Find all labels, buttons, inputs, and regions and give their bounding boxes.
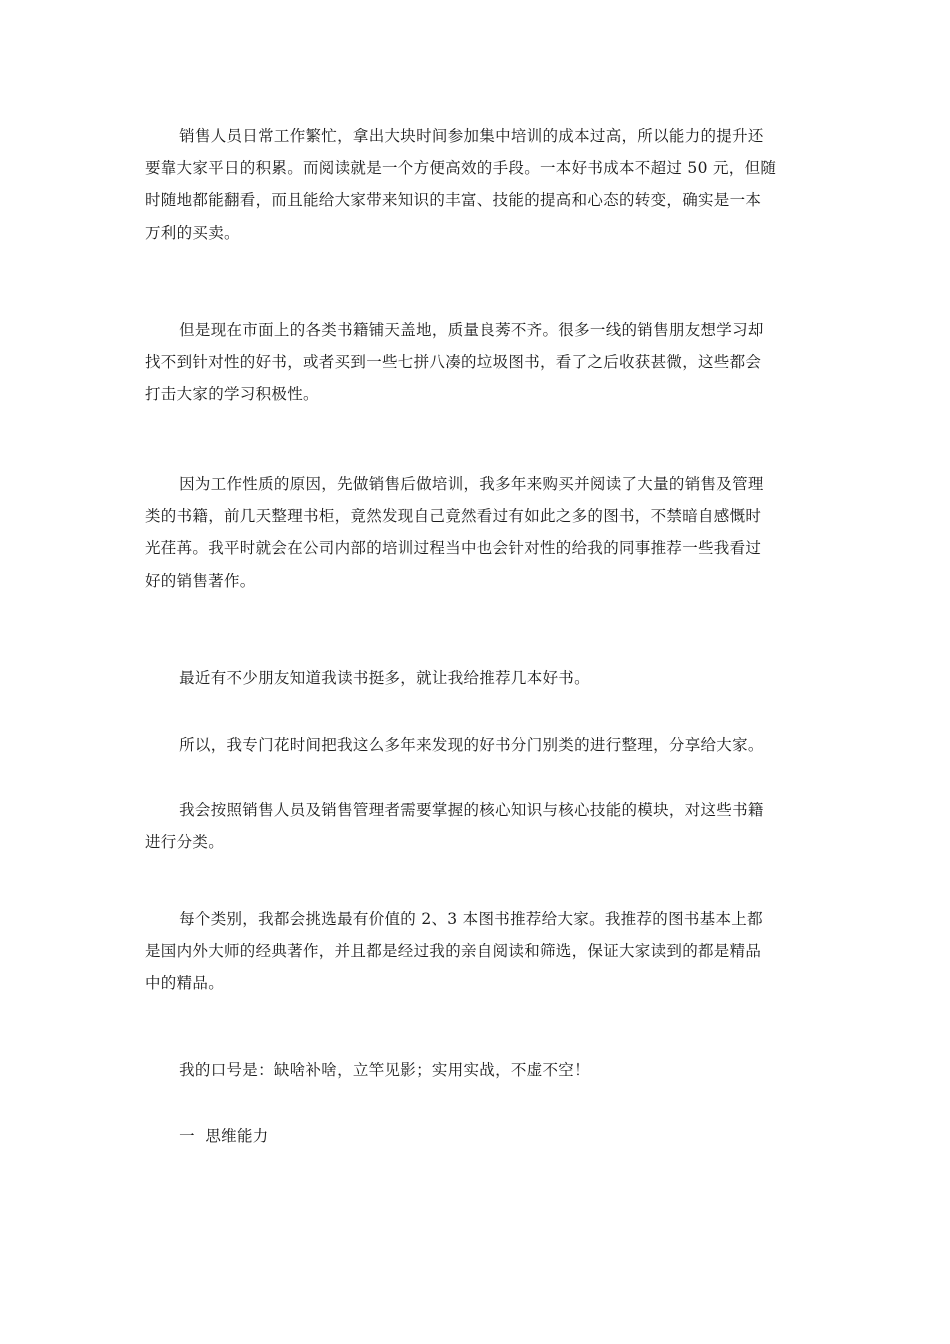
paragraph-slogan xyxy=(145,1054,805,1086)
paragraph-line: 类的书籍，前几天整理书柜，竟然发现自己竟然看过有如此之多的图书，不禁暗自感慨时 xyxy=(145,507,762,526)
paragraph-line: 进行分类。 xyxy=(145,833,225,852)
paragraph-line: 中的精品。 xyxy=(145,974,225,993)
paragraph-line: 但是现在市面上的各类书籍铺天盖地，质量良莠不齐。很多一线的销售朋友想学习却 xyxy=(179,321,764,339)
paragraph-line: 找不到针对性的好书，或者买到一些七拼八凑的垃圾图书，看了之后收获甚微，这些都会 xyxy=(145,353,762,372)
paragraph-sorting xyxy=(145,729,805,761)
paragraph-line: 销售人员日常工作繁忙，拿出大块时间参加集中培训的成本过高，所以能力的提升还 xyxy=(179,127,764,145)
section-heading xyxy=(145,1120,805,1152)
paragraph-line: 因为工作性质的原因，先做销售后做培训，我多年来购买并阅读了大量的销售及管理 xyxy=(179,475,764,493)
paragraph-friends xyxy=(145,662,805,694)
paragraph-intro xyxy=(145,120,805,249)
paragraph-line: 最近有不少朋友知道我读书挺多，就让我给推荐几本好书。 xyxy=(179,669,590,687)
paragraph-line: 好的销售著作。 xyxy=(145,571,256,590)
paragraph-line: 万利的买卖。 xyxy=(145,223,240,242)
section-heading-text: 一 思维能力 xyxy=(179,1127,269,1145)
paragraph-market xyxy=(145,314,805,411)
paragraph-line: 光荏苒。我平时就会在公司内部的培训过程当中也会针对性的给我的同事推荐一些我看过 xyxy=(145,539,762,558)
paragraph-line: 打击大家的学习积极性。 xyxy=(145,385,319,404)
paragraph-background xyxy=(145,468,805,597)
paragraph-line: 是国内外大师的经典著作，并且都是经过我的亲自阅读和筛选，保证大家读到的都是精品 xyxy=(145,942,762,961)
paragraph-line: 我会按照销售人员及销售管理者需要掌握的核心知识与核心技能的模块，对这些书籍 xyxy=(179,801,764,819)
paragraph-line: 我的口号是：缺啥补啥，立竿见影；实用实战，不虚不空！ xyxy=(179,1061,590,1079)
paragraph-line: 所以，我专门花时间把我这么多年来发现的好书分门别类的进行整理，分享给大家。 xyxy=(179,736,764,754)
paragraph-categories xyxy=(145,794,805,858)
paragraph-line: 时随地都能翻看，而且能给大家带来知识的丰富、技能的提高和心态的转变，确实是一本 xyxy=(145,191,762,210)
paragraph-selection xyxy=(145,903,805,1000)
paragraph-line: 每个类别，我都会挑选最有价值的 2、3 本图书推荐给大家。我推荐的图书基本上都 xyxy=(179,910,763,928)
paragraph-line: 要靠大家平日的积累。而阅读就是一个方便高效的手段。一本好书成本不超过 50 元，但随 xyxy=(145,159,777,178)
